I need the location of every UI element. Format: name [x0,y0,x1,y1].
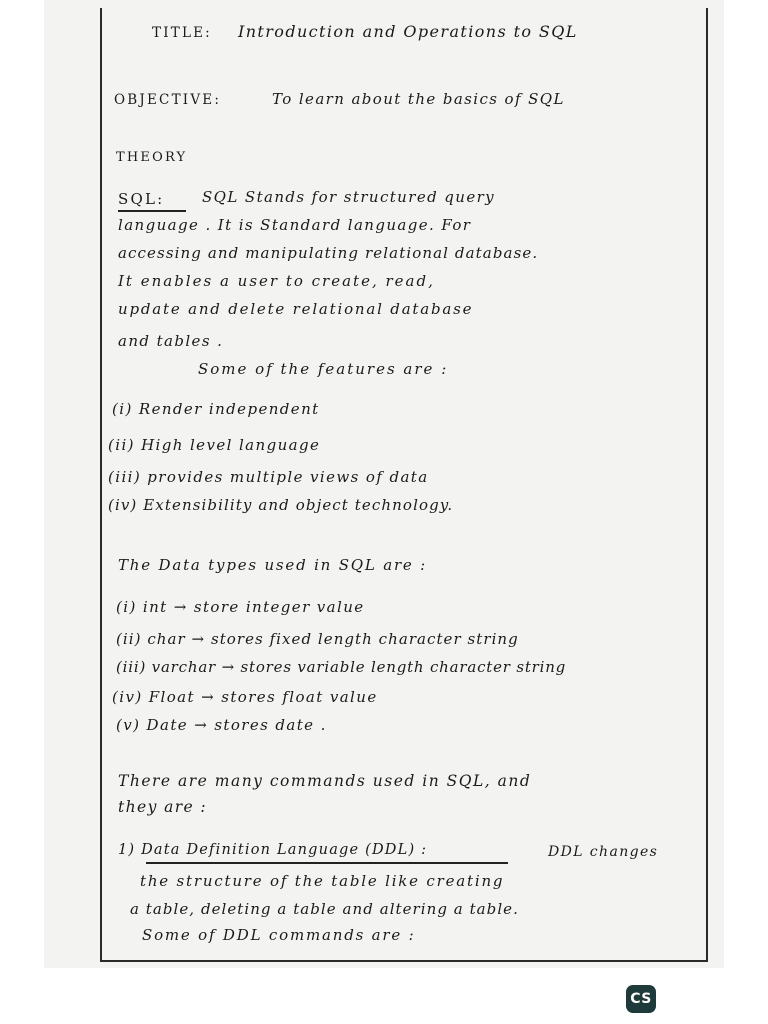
sql-label-underline [118,210,186,212]
commands-intro-2: they are : [118,798,208,816]
theory-line-3: accessing and manipulating relational database. [118,244,539,262]
ddl-heading-underline [146,862,508,864]
objective-label: OBJECTIVE: [114,92,222,108]
features-intro: Some of the features are : [198,360,449,378]
camscanner-logo-text: CS [630,991,652,1007]
datatype-item-2: (ii) char → stores fixed length character string [116,630,519,648]
ddl-heading: 1) Data Definition Language (DDL) : [118,842,428,858]
theory-heading: THEORY [116,150,188,165]
ddl-line-4: Some of DDL commands are : [142,926,416,944]
datatype-item-1: (i) int → store integer value [116,598,365,616]
feature-item-3: (iii) provides multiple views of data [108,468,429,486]
ddl-line-3: a table, deleting a table and altering a table. [130,900,519,918]
commands-intro-1: There are many commands used in SQL, and [118,772,532,790]
datatypes-intro: The Data types used in SQL are : [118,556,428,574]
theory-line-4: It enables a user to create, read, [118,272,435,290]
datatype-item-3: (iii) varchar → stores variable length character string [116,658,567,676]
datatype-item-5: (v) Date → stores date . [116,716,327,734]
theory-line-6: and tables . [118,332,224,350]
title-label: TITLE: [152,25,212,41]
datatype-item-4: (iv) Float → stores float value [112,688,378,706]
camscanner-logo [626,985,656,1013]
title-text: Introduction and Operations to SQL [238,22,578,41]
ddl-line-2: the structure of the table like creating [140,872,505,890]
objective-text: To learn about the basics of SQL [272,90,565,108]
feature-item-1: (i) Render independent [112,400,320,418]
theory-line-1: SQL Stands for structured query [202,188,496,206]
ddl-line-1: DDL changes [548,844,659,860]
theory-line-2: language . It is Standard language. For [118,216,472,234]
feature-item-4: (iv) Extensibility and object technology. [108,496,454,514]
feature-item-2: (ii) High level language [108,436,321,454]
sql-label: SQL: [118,190,165,208]
theory-line-5: update and delete relational database [118,300,474,318]
